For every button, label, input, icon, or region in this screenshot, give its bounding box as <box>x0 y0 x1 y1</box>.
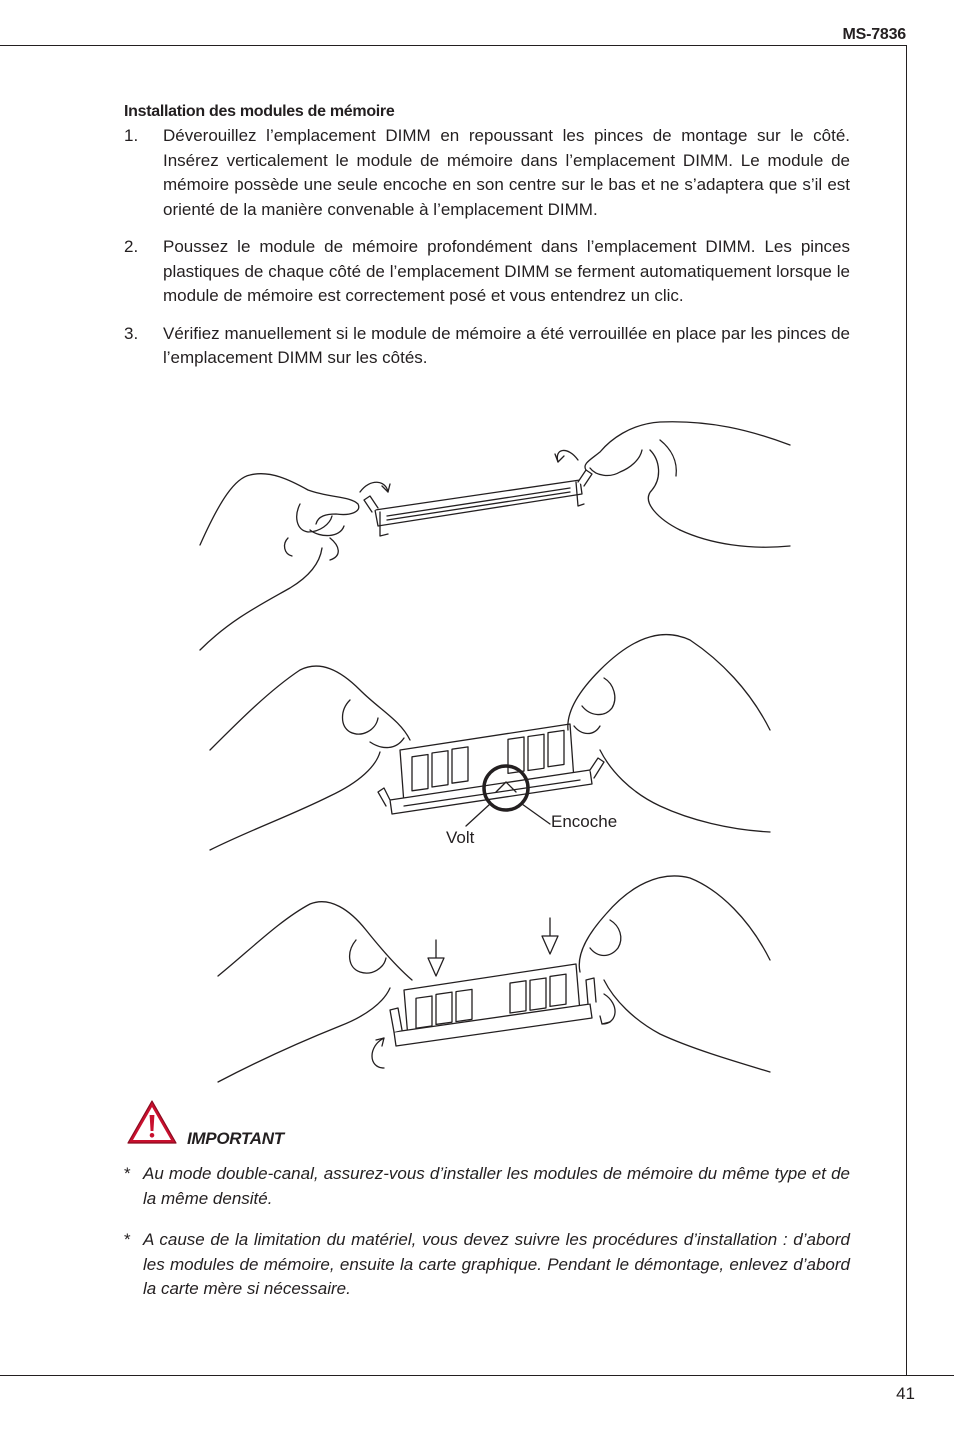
note-bullet: * <box>124 1230 131 1249</box>
model-number: MS-7836 <box>842 26 906 43</box>
important-header <box>124 1098 850 1148</box>
warning-triangle-icon <box>126 1098 178 1146</box>
footer-rule <box>0 1375 954 1376</box>
note-text: A cause de la limitation du matériel, vous devez suivre les procédures d’installation : d’abord les modules de mémoire, ensuite la carte graphique. Pendant le démontage, enlevez d’abord la carte mère si nécessaire. <box>143 1230 850 1298</box>
panel-open-clips <box>200 422 790 650</box>
step-number: 2. <box>124 237 139 256</box>
step-number: 1. <box>124 126 139 145</box>
section-title: Installation des modules de mémoire <box>124 103 395 120</box>
step-text: Déverouillez l’emplacement DIMM en repoussant les pinces de montage sur le côté. Insérez verticalement le module de mémoire dans l’emplacement DIMM. Le module de mémoire possède une seule encoche en son centre sur le bas et ne s’adaptera que s’il est orienté de la manière convenable à l’emplacement DIMM. <box>163 126 850 219</box>
step-item <box>124 235 850 309</box>
note-item <box>124 1162 850 1211</box>
important-notice <box>124 1098 850 1319</box>
notch-label: Encoche <box>551 812 618 831</box>
dimm-installation-illustration <box>190 420 800 1090</box>
step-number: 3. <box>124 323 139 343</box>
step-text: Poussez le module de mémoire profondément dans l’emplacement DIMM. Les pinces plastiques de chaque côté de l’emplacement DIMM se ferment automatiquement lorsque le module de mémoire est correctement posé et vous entendrez un clic. <box>163 237 850 305</box>
note-text: Au mode double-canal, assurez-vous d’installer les modules de mémoire du même type et de la même densité. <box>143 1164 850 1208</box>
page-number: 41 <box>896 1384 915 1403</box>
right-margin-rule <box>906 45 907 1375</box>
step-item <box>124 322 850 371</box>
panel-insert-module <box>210 635 770 850</box>
important-notes <box>124 1162 850 1302</box>
step-item <box>124 124 850 222</box>
note-bullet: * <box>124 1164 131 1183</box>
header-rule <box>0 45 906 46</box>
important-title: IMPORTANT <box>187 1129 284 1148</box>
step-text: Vérifiez manuellement si le module de mémoire a été verrouillée en place par les pinces de l’emplacement DIMM sur les côtés. <box>163 323 850 367</box>
panel-press-down <box>218 876 770 1082</box>
installation-steps <box>124 124 850 384</box>
note-item <box>124 1228 850 1302</box>
volt-label: Volt <box>446 828 475 847</box>
